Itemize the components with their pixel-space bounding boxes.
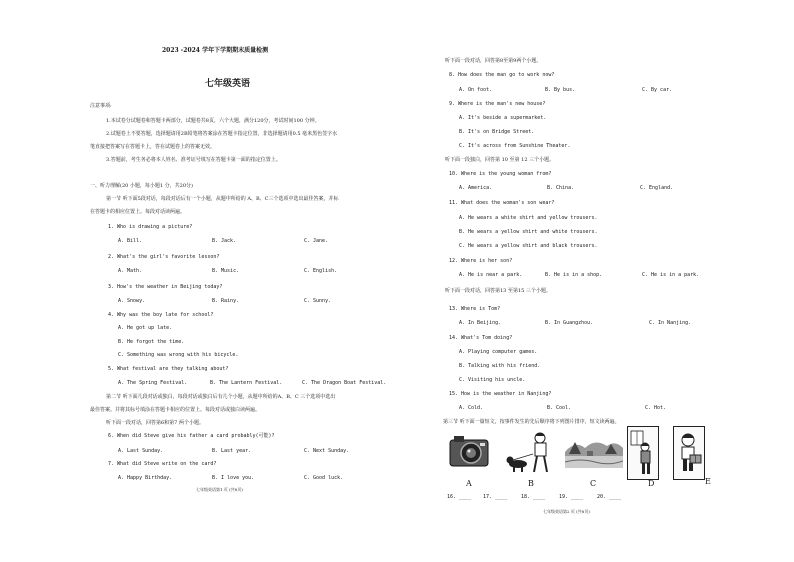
right-page	[397, 0, 794, 562]
option-14a[interactable]: A. Playing computer games.	[459, 349, 538, 355]
option-11c[interactable]: C. He wears a yellow shirt and black trousers.	[459, 243, 598, 249]
question-8: 8. How does the man go to work now?	[449, 72, 555, 78]
option-5b[interactable]: B. The Lantern Festival.	[210, 380, 283, 386]
option-13c[interactable]: C. In Nanjing.	[649, 320, 692, 326]
answer-slot-20[interactable]: 20. ____	[597, 494, 622, 500]
option-3c[interactable]: C. Sunny.	[304, 298, 332, 304]
option-12b[interactable]: B. He is in a shop.	[545, 272, 603, 278]
part2-intro: 最佳答案。并将其标号填涂在答题卡相应的位置上。每段对话或独白读两遍。	[90, 407, 261, 413]
exam-header: 2023 -2024 学年下学期期末质量检测	[162, 47, 269, 54]
question-9: 9. Where is the man's new house?	[449, 101, 546, 107]
answer-slot-18[interactable]: 18. ____	[521, 494, 546, 500]
question-13: 13. Where is Tom?	[449, 306, 501, 312]
picture-a-camera	[447, 426, 491, 478]
option-10b[interactable]: B. China.	[547, 185, 575, 191]
option-7b[interactable]: B. I love you.	[212, 475, 255, 481]
option-2a[interactable]: A. Math.	[118, 268, 143, 274]
question-4: 4. Why was the boy late for school?	[108, 312, 214, 318]
option-7c[interactable]: C. Good luck.	[304, 475, 344, 481]
picture-b-boy-with-dog	[505, 426, 557, 478]
section1-heading: 一、听力理解(20 小题，每小题1 分，共20分)	[90, 183, 193, 189]
option-2c[interactable]: C. English.	[304, 268, 338, 274]
option-1c[interactable]: C. Jane.	[304, 238, 329, 244]
part2-intro: 第二节 听下面几段对话或独白，每段对话或独白后有几个小题，从题中所给的A、B、C 三个选项中选出	[106, 394, 336, 400]
picture-d-boy-at-home	[627, 426, 659, 480]
question-15: 15. How is the weather in Nanjing?	[449, 391, 552, 397]
option-15a[interactable]: A. Cold.	[459, 405, 484, 411]
option-12c[interactable]: C. He is in a park.	[642, 272, 700, 278]
option-2b[interactable]: B. Music.	[212, 268, 240, 274]
option-15c[interactable]: C. Hot.	[645, 405, 667, 411]
option-7a[interactable]: A. Happy Birthday.	[118, 475, 173, 481]
option-11b[interactable]: B. He wears a yellow shirt and white trousers.	[459, 229, 598, 235]
note-line: 3.答题前，考生务必将本人姓名、准考证号填写在答题卡第一面的指定位置上。	[106, 157, 281, 163]
option-1a[interactable]: A. Bill.	[118, 238, 143, 244]
question-1: 1. Who is drawing a picture?	[108, 224, 193, 230]
page-footer: 七年级英语第2 页 (共8页)	[543, 509, 590, 514]
picture-label-a: A	[466, 479, 472, 488]
question-10: 10. Where is the young woman from?	[449, 171, 552, 177]
option-9a[interactable]: A. It's beside a supermarket.	[459, 115, 547, 121]
monologue-10-intro: 听下面一段独白，回答第 10 至第 12 三个小题。	[445, 157, 555, 163]
question-12: 12. Where is her son?	[449, 258, 513, 264]
dialog-8-intro: 听下面一段对话，回答第8至第9两个小题。	[445, 58, 542, 64]
option-14b[interactable]: B. Talking with his friend.	[459, 363, 541, 369]
option-4b[interactable]: B. He forgot the time.	[118, 339, 185, 345]
option-4a[interactable]: A. He got up late.	[118, 325, 173, 331]
dialog-6-intro: 听下面一段对话，回答第6和第7 两个小题。	[106, 420, 204, 426]
option-13a[interactable]: A. In Beijing.	[459, 320, 502, 326]
question-2: 2. What's the girl's favorite lesson?	[108, 254, 220, 260]
part3-intro: 第三节 听下面一篇短文，按事件发生的先后顺序将下列图片排序，短文读两遍。	[443, 419, 620, 425]
option-12a[interactable]: A. He is near a park.	[459, 272, 523, 278]
question-6: 6. When did Steve give his father a card probably(可能)?	[108, 433, 275, 439]
picture-label-d: D	[648, 479, 655, 488]
option-11a[interactable]: A. He wears a white shirt and yellow trousers.	[459, 215, 598, 221]
part1-intro: 第一节 听下面5段对话，每段对话后有一个小题，从题中所给的 A、B、C三个选项中选出最佳答案，并标	[106, 196, 339, 202]
exam-title: 七年级英语	[205, 79, 251, 89]
picture-label-b: B	[528, 479, 534, 488]
question-7: 7. What did Steve write on the card?	[108, 461, 217, 467]
note-line: 笔直接把答案写在答题卡上，答在试题卷上的答案无效。	[90, 144, 216, 150]
question-5: 5. What festival are they talking about?	[108, 366, 229, 372]
option-10c[interactable]: C. England.	[640, 185, 674, 191]
dialog-13-intro: 听下面一段对话，回答第13 至第15 三个小题。	[445, 288, 551, 294]
notes-heading: 注意事项:	[90, 103, 112, 109]
picture-label-c: C	[590, 479, 597, 488]
page-footer: 七年级英语第1 页 (共8页)	[196, 487, 243, 492]
question-14: 14. What's Tom doing?	[449, 335, 513, 341]
option-3b[interactable]: B. Rainy.	[212, 298, 240, 304]
question-3: 3. How's the weather in Beijing today?	[108, 284, 223, 290]
picture-e-boy-with-box	[673, 426, 705, 480]
answer-slot-19[interactable]: 19. ____	[559, 494, 584, 500]
option-8b[interactable]: B. By bus.	[545, 87, 576, 93]
note-line: 1.本试卷分试题卷和答题卡两部分，试题卷共8页，六个大题，满分120分，考试时间100 分钟。	[106, 118, 320, 124]
option-13b[interactable]: B. In Guangzhou.	[545, 320, 594, 326]
option-3a[interactable]: A. Snowy.	[118, 298, 146, 304]
option-4c[interactable]: C. Something was wrong with his bicycle.	[118, 352, 239, 358]
note-line: 2.试题卷上不要答题，选择题请用2B铅笔将答案涂在答题卡指定位置，非选择题请用0.5 毫米黑色签字水	[106, 131, 338, 137]
option-14c[interactable]: C. Visiting his uncle.	[459, 377, 526, 383]
option-1b[interactable]: B. Jack.	[212, 238, 237, 244]
option-8c[interactable]: C. By car.	[642, 87, 673, 93]
option-6a[interactable]: A. Last Sunday.	[118, 448, 164, 454]
answer-slot-17[interactable]: 17. ____	[483, 494, 508, 500]
option-5c[interactable]: C. The Dragon Boat Festival.	[302, 380, 387, 386]
option-5a[interactable]: A. The Spring Festival.	[118, 380, 188, 386]
option-8a[interactable]: A. On foot.	[459, 87, 493, 93]
option-15b[interactable]: B. Cool.	[547, 405, 572, 411]
picture-c-landscape	[565, 426, 623, 478]
option-9c[interactable]: C. It's across from Sunshine Theater.	[459, 143, 571, 149]
option-6b[interactable]: B. Last year.	[212, 448, 252, 454]
option-10a[interactable]: A. America.	[459, 185, 493, 191]
option-9b[interactable]: B. It's on Bridge Street.	[459, 129, 535, 135]
picture-label-e: E	[705, 477, 711, 486]
question-11: 11. What does the woman's son wear?	[449, 200, 555, 206]
part1-intro: 在答题卡的相应位置上。每段对话读两遍。	[90, 209, 186, 215]
option-6c[interactable]: C. Next Sunday.	[304, 448, 350, 454]
answer-slot-16[interactable]: 16. ____	[447, 494, 472, 500]
